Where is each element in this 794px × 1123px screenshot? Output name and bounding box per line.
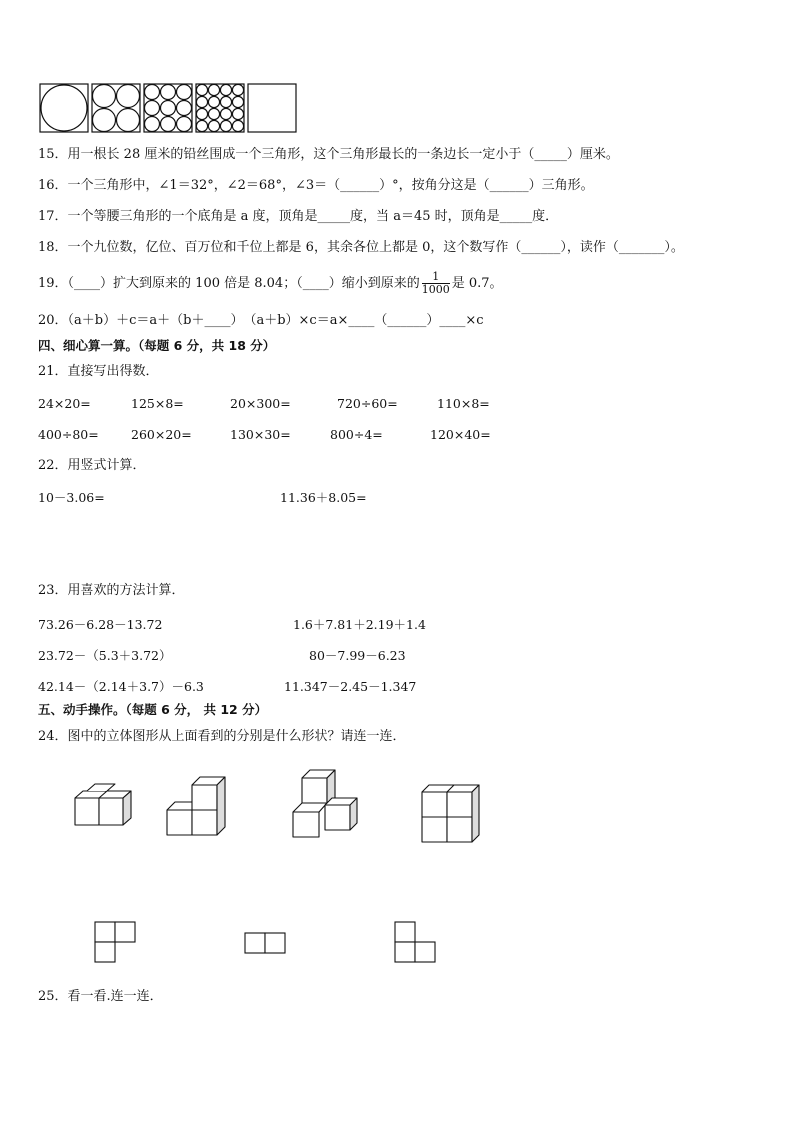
fraction-denominator: 1000 [421,283,450,296]
calc-item: 120×40= [430,427,491,442]
question-19-after: 是 0.7。 [451,276,503,291]
question-19-before: 19．（____）扩大到原来的 100 倍是 8.04；（____）缩小到原来的 [38,276,420,291]
section-4-heading: 四、细心算一算。（每题 6 分，共 18 分） [38,338,276,353]
question-25-title: 25．看一看.连一连． [38,989,163,1004]
fraction-numerator: 1 [422,271,450,284]
calc-expression: 11.347－2.45－1.347 [284,679,417,694]
calc-item: 24×20= [38,396,91,411]
calc-item: 110×8= [437,396,490,411]
vertical-calc-item: 11.36＋8.05= [280,490,367,505]
question-21-title: 21．直接写出得数． [38,364,159,379]
calc-expression: 80－7.99－6.23 [309,648,406,663]
calc-item: 720÷60= [337,396,398,411]
question-17: 17．一个等腰三角形的一个底角是 a 度，顶角是_____度，当 a＝45 时，顶角是_____度． [38,209,559,224]
calc-item: 800÷4= [330,427,383,442]
calc-expression: 73.26－6.28－13.72 [38,617,163,632]
question-16: 16．一个三角形中，∠1＝32°，∠2＝68°，∠3＝（______）°，按角分这是（______）三角形。 [38,178,594,193]
top-view-shapes [90,918,440,966]
circle-packing-figure [38,82,300,134]
calc-item: 125×8= [131,396,184,411]
question-20: 20．（a＋b）＋c＝a＋（b＋____） （a＋b）×c＝a×____（______）____×c [38,313,484,328]
calc-item: 260×20= [131,427,192,442]
question-23-title: 23．用喜欢的方法计算． [38,583,185,598]
question-18: 18．一个九位数，亿位、百万位和千位上都是 6，其余各位上都是 0，这个数写作（______），读作（_______）。 [38,240,684,255]
calc-expression: 23.72－（5.3＋3.72） [38,648,172,663]
question-19 [38,270,503,298]
calc-expression: 42.14－（2.14＋3.7）－6.3 [38,679,204,694]
calc-item: 130×30= [230,427,291,442]
question-24-title: 24．图中的立体图形从上面看到的分别是什么形状？请连一连． [38,729,406,744]
cube-figures [60,765,490,845]
question-15: 15．用一根长 28 厘米的铅丝围成一个三角形，这个三角形最长的一条边长一定小于（_____）厘米。 [38,147,619,162]
fraction [422,271,450,296]
calc-expression: 1.6＋7.81＋2.19＋1.4 [293,617,426,632]
vertical-calc-item: 10－3.06= [38,490,105,505]
section-5-heading: 五、动手操作。（每题 6 分， 共 12 分） [38,702,268,717]
calc-item: 400÷80= [38,427,99,442]
question-22-title: 22．用竖式计算． [38,458,146,473]
calc-item: 20×300= [230,396,291,411]
